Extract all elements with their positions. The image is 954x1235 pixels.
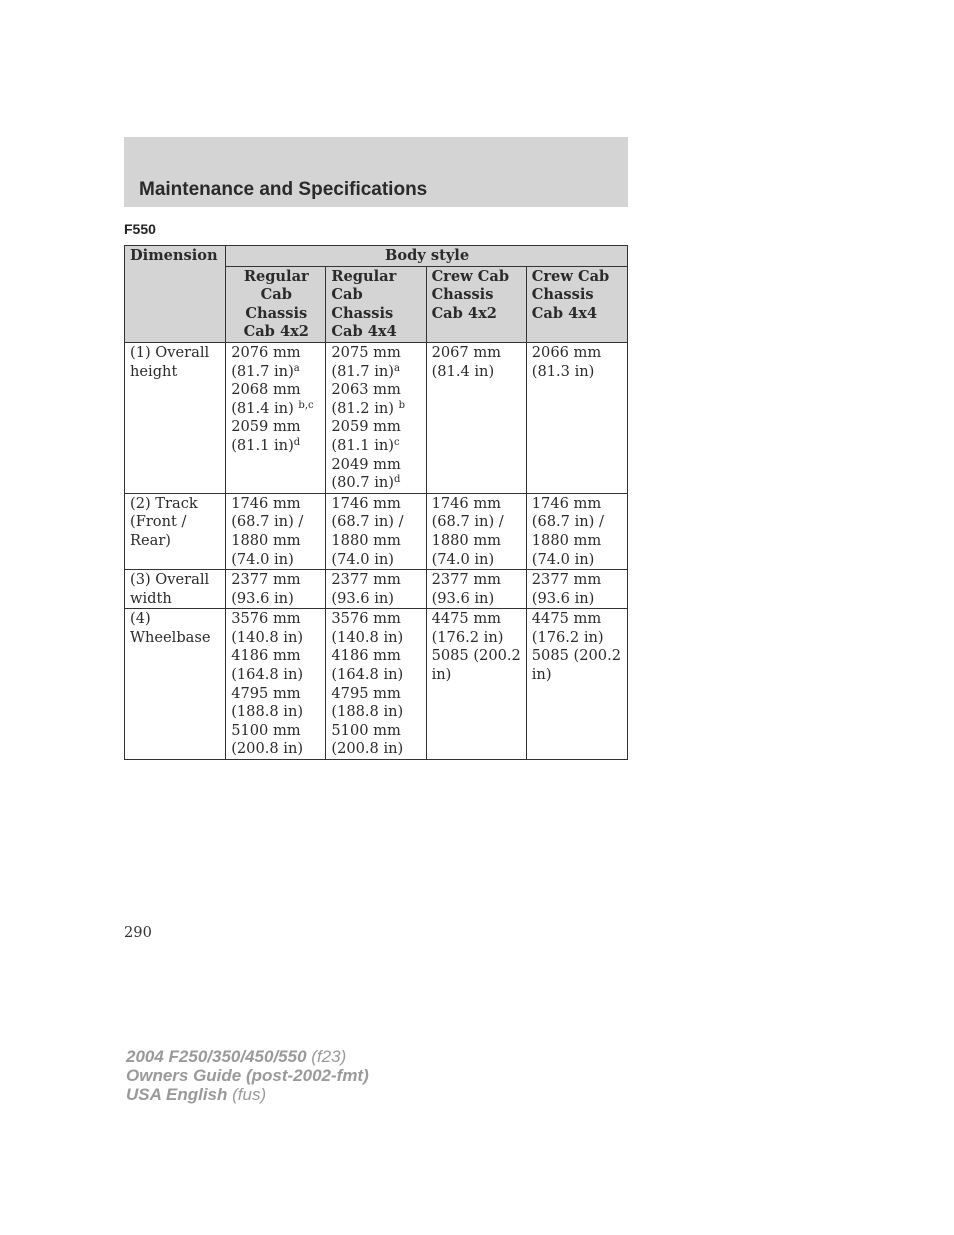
footnote-marker: b	[398, 399, 406, 411]
cell-value-line	[331, 381, 421, 400]
cell-value-line	[432, 629, 522, 648]
cell-value-line	[231, 532, 321, 551]
dimension-label	[125, 570, 226, 609]
table-row	[125, 609, 628, 760]
cell-value-line	[432, 344, 522, 363]
column-header-line: Cab 4x4	[531, 304, 598, 322]
column-header-line: Cab 4x4	[331, 323, 397, 341]
cell-value-line	[331, 610, 421, 629]
dimension-label-line: height	[130, 362, 178, 380]
column-header-line: Chassis	[245, 304, 308, 322]
footnote-marker: d	[293, 436, 301, 448]
cell-value: 4186 mm	[231, 647, 301, 665]
cell-value-line	[231, 647, 321, 666]
cell-value-line	[331, 418, 421, 437]
column-header-line: Chassis	[431, 286, 494, 304]
table-header-row	[125, 246, 628, 267]
cell-value: 1880 mm	[331, 531, 401, 549]
column-header-line: Cab	[260, 286, 292, 304]
cell-value: (93.6 in)	[331, 589, 394, 607]
cell-value-line	[331, 474, 421, 493]
cell-value: (68.7 in) /	[531, 513, 604, 531]
cell-value-line	[231, 381, 321, 400]
cell-value-line	[331, 363, 421, 382]
cell-value-line	[432, 513, 522, 532]
cell-value-line	[231, 495, 321, 514]
table-row	[125, 493, 628, 569]
cell-value: 1746 mm	[531, 494, 602, 512]
cell-value-line	[331, 344, 421, 363]
cell-value: (140.8 in)	[231, 628, 304, 646]
column-header-line: Crew Cab	[531, 267, 610, 285]
table-cell	[426, 493, 526, 569]
table-cell	[326, 609, 426, 760]
cell-value-line	[231, 722, 321, 741]
cell-value-line	[532, 344, 623, 363]
table-cell	[526, 570, 627, 609]
cell-value: (81.1 in)	[331, 436, 394, 454]
cell-value-line	[532, 590, 623, 609]
column-header-3	[426, 266, 526, 342]
cell-value-line	[331, 571, 421, 590]
cell-value-line	[432, 532, 522, 551]
column-header-line: Chassis	[331, 304, 394, 322]
cell-value: (81.4 in)	[431, 362, 495, 380]
cell-value: (93.6 in)	[531, 589, 595, 607]
cell-value: 4795 mm	[231, 684, 301, 702]
dimension-label	[125, 493, 226, 569]
cell-value: (188.8 in)	[231, 703, 304, 721]
cell-value-line	[331, 551, 421, 570]
cell-value: 2067 mm	[431, 343, 502, 361]
cell-value-line	[532, 647, 623, 666]
cell-value: 5100 mm	[331, 721, 401, 739]
cell-value-line	[331, 456, 421, 475]
cell-value: 1880 mm	[431, 531, 502, 549]
cell-value: 2066 mm	[531, 343, 602, 361]
dimension-label-line: Rear)	[130, 531, 171, 549]
cell-value-line	[532, 532, 623, 551]
cell-value: 3576 mm	[331, 610, 401, 628]
cell-value: (93.6 in)	[431, 589, 495, 607]
cell-value-line	[331, 590, 421, 609]
cell-value: 2377 mm	[531, 571, 602, 589]
cell-value: 5100 mm	[231, 721, 301, 739]
cell-value: (81.7 in)	[231, 362, 294, 380]
cell-value: 2377 mm	[431, 571, 502, 589]
cell-value-line	[532, 363, 623, 382]
dimension-label-line: width	[130, 589, 172, 607]
cell-value-line	[331, 629, 421, 648]
cell-value-line	[331, 532, 421, 551]
column-header-2	[326, 266, 426, 342]
cell-value-line	[532, 629, 623, 648]
table-row	[125, 342, 628, 493]
column-header-line: Cab	[331, 286, 363, 304]
cell-value: (81.3 in)	[531, 362, 595, 380]
cell-value-line	[331, 685, 421, 704]
cell-value: 2059 mm	[231, 418, 301, 436]
page-title: Maintenance and Specifications	[139, 179, 428, 200]
table-cell	[326, 570, 426, 609]
dimension-label-line: (2) Track	[130, 494, 198, 512]
cell-value-line	[231, 344, 321, 363]
cell-value: 2063 mm	[331, 381, 401, 399]
cell-value-line	[331, 495, 421, 514]
cell-value-line	[231, 666, 321, 685]
cell-value-line	[432, 363, 522, 382]
cell-value-line	[432, 495, 522, 514]
column-header-4	[526, 266, 627, 342]
dimension-label-line: (1) Overall	[130, 343, 210, 361]
cell-value-line	[432, 571, 522, 590]
cell-value: 2049 mm	[331, 455, 401, 473]
cell-value: (81.2 in)	[331, 399, 399, 417]
table-cell	[326, 342, 426, 493]
table-cell	[226, 609, 326, 760]
cell-value: 1746 mm	[331, 494, 401, 512]
cell-value: 2377 mm	[231, 571, 301, 589]
cell-value-line	[231, 363, 321, 382]
column-header-1	[226, 266, 326, 342]
cell-value-line	[231, 571, 321, 590]
cell-value-line	[532, 551, 623, 570]
column-header-line: Chassis	[531, 286, 594, 304]
cell-value: 1880 mm	[231, 531, 301, 549]
footnote-marker: d	[393, 474, 401, 486]
cell-value: 4186 mm	[331, 647, 401, 665]
cell-value: 1746 mm	[231, 494, 301, 512]
header-band	[124, 137, 628, 207]
table-cell	[426, 570, 526, 609]
cell-value-line	[532, 513, 623, 532]
footer-line-2: Owners Guide (post-2002-fmt)	[126, 1066, 369, 1085]
cell-value: 1746 mm	[431, 494, 502, 512]
dimension-label-line: (4)	[130, 610, 151, 628]
footer-line-3: USA English (fus)	[126, 1085, 267, 1104]
cell-value-line	[231, 703, 321, 722]
document-footer	[126, 1047, 369, 1104]
cell-value-line	[231, 551, 321, 570]
footnote-marker: b,c	[298, 399, 314, 411]
cell-value: (188.8 in)	[331, 703, 404, 721]
table-cell	[226, 342, 326, 493]
dimension-label-line: (3) Overall	[130, 571, 210, 589]
cell-value: (200.8 in)	[231, 740, 304, 758]
cell-value-line	[331, 666, 421, 685]
cell-value: 2377 mm	[331, 571, 401, 589]
footer-line-1: 2004 F250/350/450/550 (f23)	[126, 1047, 347, 1066]
section-title: F550	[124, 221, 156, 237]
cell-value: 2076 mm	[231, 343, 301, 361]
cell-value-line	[532, 495, 623, 514]
table-row	[125, 570, 628, 609]
cell-value: 1880 mm	[531, 531, 602, 549]
cell-value: (68.7 in) /	[331, 513, 404, 531]
column-header-line: Regular	[243, 267, 309, 285]
cell-value-line	[532, 571, 623, 590]
cell-value: 4475 mm	[531, 610, 602, 628]
cell-value-line	[532, 610, 623, 629]
column-header-line: Cab 4x2	[431, 304, 497, 322]
table-body	[125, 342, 628, 759]
cell-value-line	[331, 513, 421, 532]
cell-value-line	[331, 647, 421, 666]
cell-value: (176.2 in)	[431, 628, 504, 646]
table-cell	[526, 609, 627, 760]
cell-value-line	[532, 666, 623, 685]
cell-value: in)	[431, 666, 452, 684]
cell-value: 5085 (200.2	[531, 647, 622, 665]
cell-value-line	[331, 703, 421, 722]
cell-value-line	[432, 610, 522, 629]
table-cell	[526, 342, 627, 493]
cell-value-line	[231, 418, 321, 437]
cell-value: in)	[531, 666, 552, 684]
cell-value: (81.7 in)	[331, 362, 394, 380]
cell-value-line	[231, 610, 321, 629]
cell-value: (93.6 in)	[231, 589, 294, 607]
cell-value-line	[231, 513, 321, 532]
cell-value-line	[231, 437, 321, 456]
cell-value: 2075 mm	[331, 343, 401, 361]
cell-value: 4475 mm	[431, 610, 502, 628]
dimension-label-line: (Front /	[130, 513, 187, 531]
cell-value: 2068 mm	[231, 381, 301, 399]
specifications-table	[124, 245, 628, 760]
cell-value: (74.0 in)	[331, 550, 394, 568]
cell-value: (200.8 in)	[331, 740, 404, 758]
cell-value-line	[231, 590, 321, 609]
cell-value-line	[331, 722, 421, 741]
cell-value-line	[432, 590, 522, 609]
table-cell	[526, 493, 627, 569]
cell-value: 2059 mm	[331, 418, 401, 436]
cell-value: 3576 mm	[231, 610, 301, 628]
table-cell	[426, 342, 526, 493]
table-cell	[226, 570, 326, 609]
page-number: 290	[124, 924, 152, 941]
table-cell	[326, 493, 426, 569]
cell-value: (74.0 in)	[431, 550, 495, 568]
cell-value-line	[231, 740, 321, 759]
dimension-header: Dimension	[125, 246, 226, 343]
cell-value: (68.7 in) /	[431, 513, 504, 531]
cell-value-line	[231, 685, 321, 704]
cell-value: (80.7 in)	[331, 474, 394, 492]
cell-value: (81.1 in)	[231, 436, 294, 454]
footnote-marker: a	[393, 362, 400, 374]
cell-value-line	[231, 400, 321, 419]
cell-value: (68.7 in) /	[231, 513, 304, 531]
cell-value: (164.8 in)	[231, 666, 304, 684]
dimension-label-line: Wheelbase	[130, 628, 211, 646]
cell-value-line	[432, 666, 522, 685]
footnote-marker: c	[393, 436, 400, 448]
table-cell	[426, 609, 526, 760]
cell-value-line	[231, 629, 321, 648]
column-header-line: Crew Cab	[431, 267, 510, 285]
dimension-label	[125, 609, 226, 760]
column-header-line: Cab 4x2	[243, 323, 309, 341]
table-cell	[226, 493, 326, 569]
cell-value-line	[331, 740, 421, 759]
body-style-header: Body style	[226, 246, 628, 267]
cell-value: (74.0 in)	[531, 550, 595, 568]
cell-value: (164.8 in)	[331, 666, 404, 684]
dimension-label	[125, 342, 226, 493]
cell-value: (74.0 in)	[231, 550, 294, 568]
cell-value: (140.8 in)	[331, 628, 404, 646]
column-header-line: Regular	[331, 267, 397, 285]
cell-value: (176.2 in)	[531, 628, 604, 646]
cell-value-line	[331, 437, 421, 456]
footnote-marker: a	[293, 362, 300, 374]
cell-value: 5085 (200.2	[431, 647, 521, 665]
cell-value-line	[331, 400, 421, 419]
cell-value: 4795 mm	[331, 684, 401, 702]
cell-value-line	[432, 647, 522, 666]
cell-value-line	[432, 551, 522, 570]
cell-value: (81.4 in)	[231, 399, 299, 417]
